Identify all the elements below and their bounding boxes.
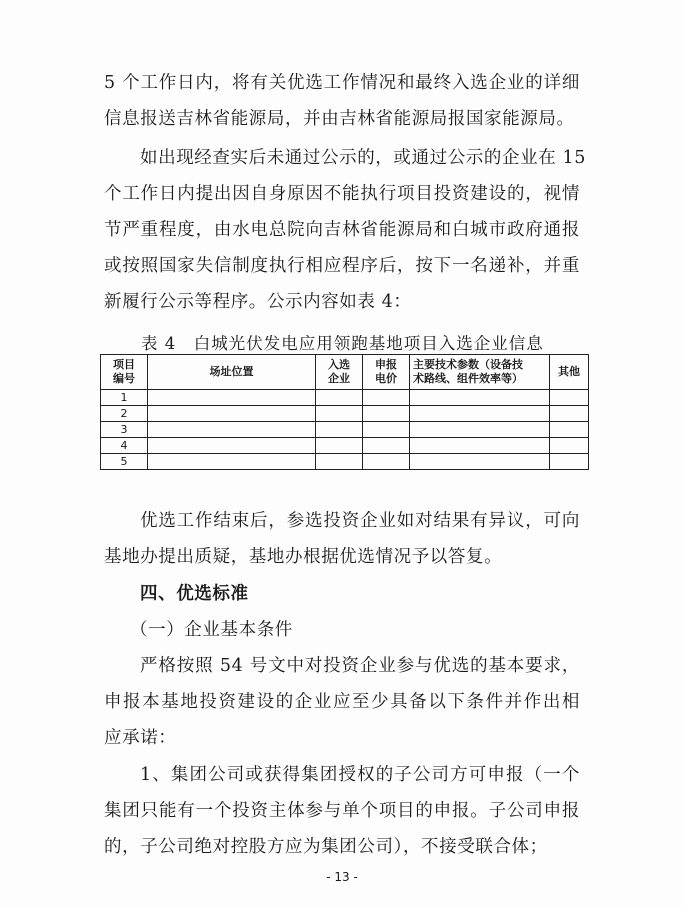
paragraph-line: 个工作日内提出因自身原因不能执行项目投资建设的，视情	[104, 184, 580, 204]
table-header-row	[101, 355, 589, 390]
paragraph-line: 1、集团公司或获得集团授权的子公司方可申报（一个	[140, 765, 580, 785]
row-number: 5	[101, 454, 148, 470]
table-row	[101, 390, 589, 406]
row-number: 2	[101, 406, 148, 422]
col-header-site: 场址位置	[148, 355, 316, 390]
paragraph-line: 优选工作结束后，参选投资企业如对结果有异议，可向	[140, 511, 580, 531]
paragraph-line: 申报本基地投资建设的企业应至少具备以下条件并作出相	[104, 692, 580, 712]
paragraph-line: 严格按照 54 号文中对投资企业参与优选的基本要求，	[140, 656, 580, 676]
paragraph-line: 节严重程度，由水电总院向吉林省能源局和白城市政府通报	[104, 220, 580, 240]
subsection-heading: （一）企业基本条件	[130, 620, 293, 640]
paragraph-line: 信息报送吉林省能源局，并由吉林省能源局报国家能源局。	[104, 109, 575, 129]
paragraph-line: 5 个工作日内，将有关优选工作情况和最终入选企业的详细	[104, 73, 580, 93]
row-number: 3	[101, 422, 148, 438]
table-caption: 表 4 白城光伏发电应用领跑基地项目入选企业信息	[141, 334, 544, 353]
table-row	[101, 422, 589, 438]
table-row	[101, 406, 589, 422]
col-header-price: 申报 电价	[363, 355, 410, 390]
row-number: 4	[101, 438, 148, 454]
table-row	[101, 454, 589, 470]
col-header-enterprise: 入选 企业	[316, 355, 363, 390]
col-header-no: 项目 编号	[101, 355, 148, 390]
page-number: - 13 -	[326, 870, 358, 884]
paragraph-line: 或按照国家失信制度执行相应程序后，按下一名递补，并重	[104, 256, 580, 276]
table-row	[101, 438, 589, 454]
paragraph-line: 的，子公司绝对控股方应为集团公司），不接受联合体；	[104, 837, 548, 857]
col-header-tech: 主要技术参数（设备技 术路线、组件效率等）	[410, 355, 550, 390]
enterprise-info-table	[100, 354, 589, 470]
paragraph-line: 集团只能有一个投资主体参与单个项目的申报。子公司申报	[104, 801, 580, 821]
row-number: 1	[101, 390, 148, 406]
col-header-other: 其他	[550, 355, 589, 390]
paragraph-line: 基地办提出质疑，基地办根据优选情况予以答复。	[104, 547, 503, 567]
paragraph-line: 如出现经查实后未通过公示的，或通过公示的企业在 15	[140, 148, 586, 168]
paragraph-line: 新履行公示等程序。公示内容如表 4：	[104, 292, 412, 312]
section-heading: 四、优选标准	[140, 584, 249, 604]
paragraph-line: 应承诺：	[104, 728, 177, 748]
